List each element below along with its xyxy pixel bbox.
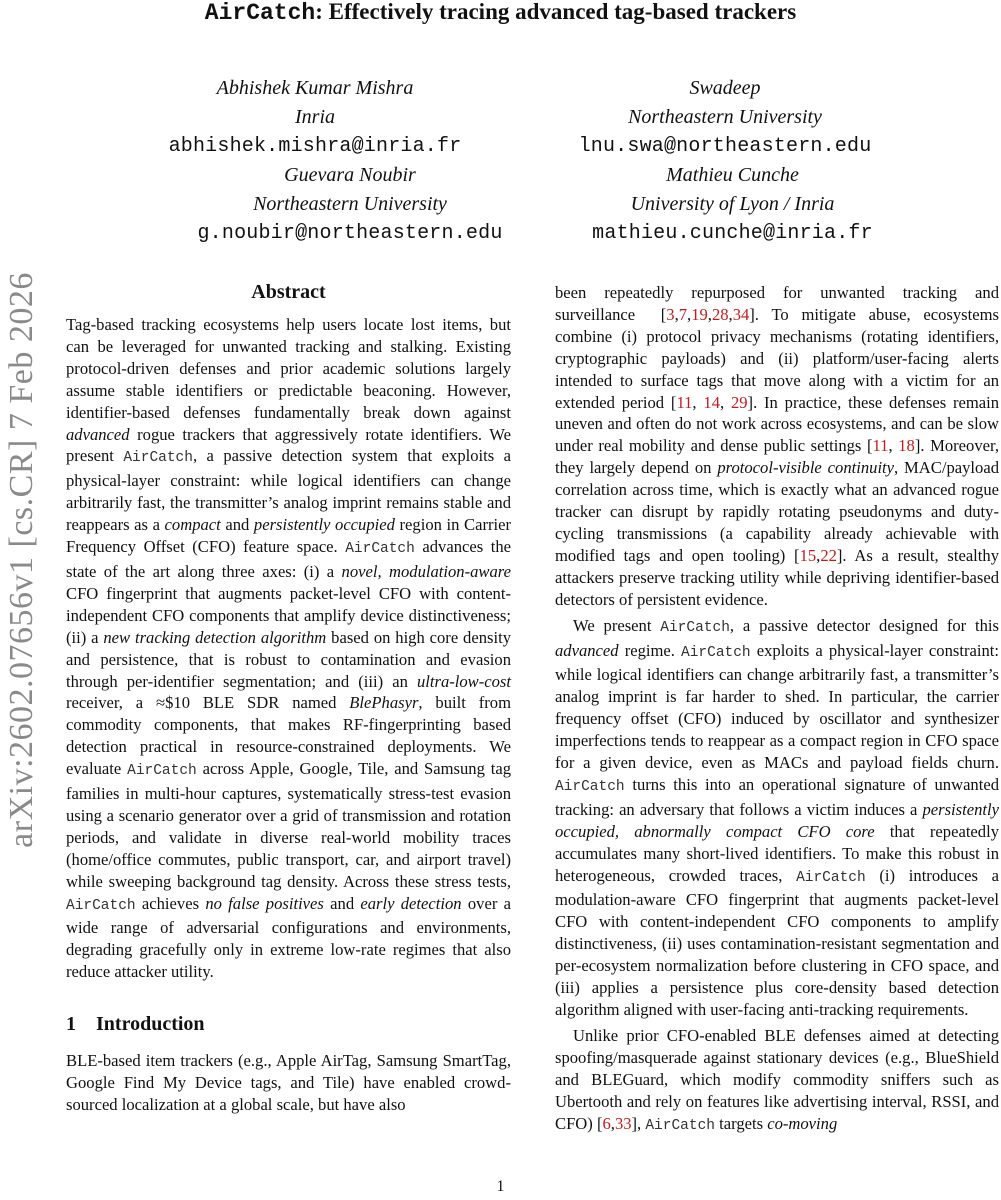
author-email: abhishek.mishra@inria.fr: [168, 135, 462, 158]
author-block-3: [155, 161, 545, 248]
introduction-heading: [66, 1012, 511, 1036]
author-affiliation: University of Lyon / Inria: [630, 193, 835, 215]
introduction-paragraph-1: BLE-based item trackers (e.g., Apple AirTag, Samsung SmartTag, Google Find My Device tags, and Tile) have enabled crowd-sourced localization at a global scale, but have also: [66, 1051, 511, 1114]
author-email: lnu.swa@northeastern.edu: [578, 135, 872, 158]
author-email: g.noubir@northeastern.edu: [197, 222, 503, 245]
abstract-text: Tag-based tracking ecosystems help users locate lost items, but can be leveraged for unwanted tracking and stalking. Existing protocol-driven defenses and prior academic solutions largely assume stable identifiers or predictable beaconing. However, identifier-based defenses fundamentally break down against advanced rogue trackers that aggressively rotate identifiers. We present AirCatch, a passive detection system that exploits a physical-layer constraint: while logical identifiers can change arbitrarily fast, the transmitter’s analog imprint remains stable and reappears as a compact and persistently occupied region in Carrier Frequency Offset (CFO) feature space. AirCatch advances the state of the art along three axes: (i) a novel, modulation-aware CFO fingerprint that augments packet-level CFO with content-independent CFO components that amplify device distinctiveness; (ii) a new tracking detection algorithm based on high core density and persistence, that is robust to contamination and evasion through per-identifier segmentation; and (iii) an ultra-low-cost receiver, a ≈$10 BLE SDR named BlePhasyr, built from commodity components, that makes RF-fingerprinting based detection practical in resource-constrained deployments. We evaluate AirCatch across Apple, Google, Tile, and Samsung tag families in multi-hour captures, systematically stress-test evasion using a scenario generator over a grid of transmission and rotation periods, and validate in diverse real-world mobility traces (home/office commutes, public transport, car, and airport travel) while sweeping background tag density. Across these stress tests, AirCatch achieves no false positives and early detection over a wide range of adversarial configurations and environments, degrading gracefully only in extreme low-rate regimes that also reduce attacker utility.: [66, 315, 511, 982]
arxiv-id: arXiv:2602.07656v1 [cs.CR] 7 Feb 2026: [3, 272, 40, 848]
author-name: Swadeep: [689, 77, 761, 99]
section-title: Introduction: [96, 1013, 205, 1036]
title-system-name: AirCatch: [204, 0, 316, 26]
author-name: Abhishek Kumar Mishra: [216, 77, 414, 99]
author-name: Mathieu Cunche: [666, 164, 799, 186]
abstract-heading: Abstract: [251, 281, 326, 303]
paper-title: [0, 0, 1001, 25]
author-email: mathieu.cunche@inria.fr: [592, 222, 873, 245]
right-column: [555, 282, 999, 1137]
author-block-2: [545, 74, 905, 161]
author-name: Guevara Noubir: [284, 164, 416, 186]
author-block-4: [545, 161, 920, 248]
author-affiliation: Northeastern University: [253, 193, 447, 215]
author-affiliation: Inria: [295, 106, 335, 128]
left-column: [66, 280, 511, 1116]
author-block-1: [155, 74, 475, 161]
title-text: : Effectively tracing advanced tag-based trackers: [315, 0, 797, 24]
arxiv-stamp: [2, 230, 42, 890]
introduction-paragraph-3: Unlike prior CFO-enabled BLE defenses aimed at detecting spoofing/masquerade against stationary devices (e.g., BlueShield and BLEGuard, which modify commodity sniffers such as Ubertooth and rely on features like advertising interval, RSSI, and CFO) [6,33], AirCatch targets co-moving: [555, 1025, 999, 1134]
introduction-paragraph-2: We present AirCatch, a passive detector designed for this advanced regime. AirCatch exploits a physical-layer constraint: while logical identifiers can change arbitrarily fast, a transmitter’s analog imprint is far harder to shed. In particular, the carrier frequency offset (CFO) induced by oscillator and synthesizer imperfections tends to reappear as a compact region in CFO space for a given device, even as MACs and payload fields churn. AirCatch turns this into an operational signature of unwanted tracking: an adversary that follows a victim induces a persistently occupied, abnormally compact CFO core that repeatedly accumulates many short-lived identifiers. To make this robust in heterogeneous, crowded traces, AirCatch (i) introduces a modulation-aware CFO fingerprint that augments packet-level CFO with content-independent CFO components to amplify distinctiveness, (ii) uses contamination-resistant segmentation and per-ecosystem normalization before clustering in CFO space, and (iii) applies a persistence plus core-density based detection algorithm aligned with user-facing anti-tracking requirements.: [555, 615, 1000, 1019]
author-affiliation: Northeastern University: [628, 106, 822, 128]
page-number: 1: [496, 1178, 505, 1195]
section-number: 1: [66, 1013, 76, 1036]
introduction-paragraph-1-cont: been repeatedly repurposed for unwanted tracking and surveillance [3,7,19,28,34]. To mitigate abuse, ecosystems combine (i) protocol privacy mechanisms (rotating identifiers, cryptographic payloads) and (ii) platform/user-facing alerts intended to surface tags that move along with a victim for an extended period [11, 14, 29]. In practice, these defenses remain uneven and often do not work across ecosystems, and can be slow under real mobility and dense public settings [11, 18]. Moreover, they largely depend on protocol-visible continuity, MAC/payload correlation across time, which is exactly what an advanced rogue tracker can disrupt by rapidly rotating pseudonyms and duty-cycling transmissions (a capability already achievable with modified tags and open tooling) [15,22]. As a result, stealthy attackers preserve tracking utility while depriving identifier-based detectors of persistent evidence.: [555, 283, 1000, 609]
